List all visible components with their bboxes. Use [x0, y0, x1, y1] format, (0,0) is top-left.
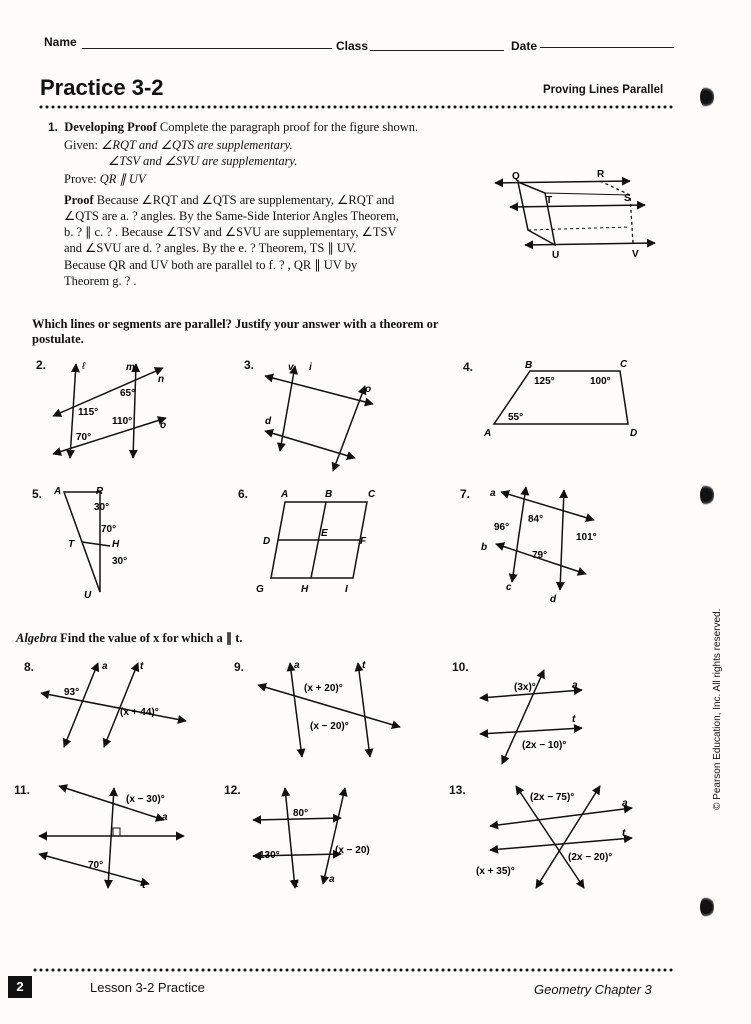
- svg-text:(x − 20)°: (x − 20)°: [310, 721, 349, 732]
- problem7-figure: [476, 482, 606, 607]
- svg-text:(x + 20)°: (x + 20)°: [304, 683, 343, 694]
- svg-text:a: a: [622, 798, 628, 809]
- svg-text:(x − 20): (x − 20): [335, 845, 370, 856]
- svg-text:F: F: [360, 536, 367, 547]
- copyright-notice: © Pearson Education, Inc. All rights reserved.: [712, 608, 723, 810]
- problem8-number: 8.: [24, 660, 35, 674]
- svg-text:(2x − 20)°: (2x − 20)°: [568, 852, 613, 863]
- svg-text:o: o: [160, 420, 167, 431]
- svg-text:B: B: [325, 489, 333, 500]
- problem3-number: 3.: [244, 358, 255, 372]
- problem3-figure: [255, 356, 380, 476]
- svg-text:A: A: [484, 428, 492, 439]
- date-label: Date: [511, 39, 538, 53]
- problem13-figure: [472, 778, 642, 893]
- svg-text:v: v: [288, 362, 294, 373]
- svg-text:t: t: [622, 828, 626, 839]
- problem6-number: 6.: [238, 487, 249, 501]
- svg-text:G: G: [256, 584, 264, 595]
- label-r: R: [597, 169, 605, 180]
- svg-text:o: o: [365, 384, 372, 395]
- svg-text:A: A: [54, 486, 62, 497]
- svg-text:55°: 55°: [508, 412, 524, 423]
- problem4-figure: [480, 356, 655, 446]
- svg-text:R: R: [96, 486, 104, 497]
- given-line-2: ∠TSV and ∠SVU are supplementary.: [108, 154, 298, 168]
- svg-text:(2x − 10)°: (2x − 10)°: [522, 740, 567, 751]
- svg-text:I: I: [345, 584, 348, 595]
- footer-divider: [32, 968, 674, 972]
- label-s: S: [624, 193, 631, 204]
- svg-text:125°: 125°: [534, 376, 555, 387]
- proof-line-1: Proof Because ∠RQT and ∠QTS are supplementary, ∠RQT and: [64, 193, 395, 207]
- problem1-title: Developing Proof: [64, 120, 157, 134]
- problem10-number: 10.: [452, 660, 469, 674]
- problem5-figure: [48, 480, 158, 605]
- svg-text:70°: 70°: [76, 432, 92, 443]
- problem5-number: 5.: [32, 487, 43, 501]
- svg-text:i: i: [309, 362, 312, 373]
- class-line: [370, 50, 504, 51]
- proof-line-2: ∠QTS are a. ? angles. By the Same-Side Interior Angles Theorem,: [64, 209, 399, 223]
- problem6-figure: [255, 482, 385, 597]
- svg-text:m: m: [126, 362, 135, 373]
- proof-line-4: and ∠SVU are d. ? angles. By the e. ? Theorem, TS ∥ UV.: [64, 241, 357, 255]
- svg-text:U: U: [84, 590, 92, 601]
- section2-heading-2: postulate.: [32, 332, 84, 346]
- svg-text:B: B: [525, 360, 533, 371]
- svg-text:C: C: [620, 359, 628, 370]
- svg-text:65°: 65°: [120, 388, 136, 399]
- svg-text:a: a: [294, 660, 300, 671]
- problem11-number: 11.: [14, 783, 31, 797]
- page-title: Practice 3-2: [40, 75, 164, 100]
- problem9-number: 9.: [234, 660, 245, 674]
- svg-text:(3x)°: (3x)°: [514, 682, 536, 693]
- svg-text:93°: 93°: [64, 687, 80, 698]
- problem10-figure: [472, 660, 602, 770]
- binder-hole-top: [700, 86, 714, 108]
- problem1-heading: [48, 120, 418, 136]
- problem7-number: 7.: [460, 487, 471, 501]
- svg-text:a: a: [572, 680, 578, 691]
- proof-line-5: Because QR and UV both are parallel to f. ? , QR ∥ UV by: [64, 258, 358, 272]
- footer-book: Geometry Chapter 3: [534, 982, 652, 997]
- problem11-figure: [34, 778, 199, 893]
- svg-text:E: E: [321, 528, 328, 539]
- label-q: Q: [512, 171, 520, 182]
- binder-hole-bottom: [700, 896, 714, 918]
- svg-text:t: t: [295, 879, 299, 890]
- svg-text:d: d: [265, 416, 272, 427]
- date-line: [540, 47, 674, 48]
- class-label: Class: [336, 39, 369, 53]
- page-subtitle: Proving Lines Parallel: [543, 84, 664, 96]
- proof-line-3: b. ? ∥ c. ? . Because ∠TSV and ∠SVU are supplementary, ∠TSV: [64, 225, 397, 239]
- page-number: 2: [8, 976, 32, 998]
- footer-lesson: Lesson 3-2 Practice: [90, 980, 205, 995]
- label-u: U: [552, 250, 560, 261]
- proof-line-6: Theorem g. ? .: [64, 274, 137, 288]
- svg-text:t: t: [362, 660, 366, 671]
- svg-text:a: a: [102, 661, 108, 672]
- problem2-figure: [48, 356, 173, 466]
- svg-text:ℓ: ℓ: [82, 361, 86, 372]
- svg-text:t: t: [142, 880, 146, 891]
- prism-figure: [490, 165, 660, 265]
- name-label: Name: [44, 35, 77, 49]
- svg-text:n: n: [158, 374, 165, 385]
- svg-text:a: a: [329, 874, 335, 885]
- svg-text:C: C: [368, 489, 376, 500]
- section2-heading-1: Which lines or segments are parallel? Justify your answer with a theorem or: [32, 317, 439, 331]
- svg-text:t: t: [572, 714, 576, 725]
- svg-text:70°: 70°: [88, 860, 104, 871]
- svg-text:96°: 96°: [494, 522, 510, 533]
- given-line-1: Given: ∠RQT and ∠QTS are supplementary.: [64, 138, 293, 152]
- label-v: V: [632, 249, 639, 260]
- problem13-number: 13.: [449, 783, 466, 797]
- binder-hole-middle: [700, 484, 714, 506]
- svg-text:115°: 115°: [78, 407, 99, 418]
- svg-text:30°: 30°: [94, 502, 110, 513]
- problem1-number: 1.: [48, 120, 59, 134]
- svg-text:T: T: [68, 539, 75, 550]
- svg-text:70°: 70°: [101, 524, 117, 535]
- svg-text:79°: 79°: [532, 550, 548, 561]
- svg-text:(x + 44)°: (x + 44)°: [120, 707, 159, 718]
- svg-text:b: b: [481, 542, 488, 553]
- svg-text:80°: 80°: [293, 808, 309, 819]
- svg-text:A: A: [281, 489, 289, 500]
- svg-text:a: a: [490, 488, 496, 499]
- problem1-intro: Complete the paragraph proof for the figure shown.: [159, 120, 419, 134]
- svg-text:a: a: [162, 812, 168, 823]
- svg-text:110°: 110°: [112, 416, 133, 427]
- svg-text:D: D: [630, 428, 638, 439]
- problem12-figure: [245, 780, 395, 895]
- problem8-figure: [36, 655, 201, 755]
- prove-line: Prove: QR ∥ UV: [64, 172, 146, 186]
- svg-text:(2x − 75)°: (2x − 75)°: [530, 792, 575, 803]
- section3-heading: Algebra Find the value of x for which a ∥ t.: [16, 631, 243, 645]
- svg-text:t: t: [140, 661, 144, 672]
- svg-text:30°: 30°: [112, 556, 128, 567]
- problem4-number: 4.: [463, 360, 474, 374]
- svg-text:100°: 100°: [590, 376, 611, 387]
- svg-text:d: d: [550, 594, 557, 605]
- name-line: [82, 48, 332, 49]
- svg-text:(x − 30)°: (x − 30)°: [126, 794, 165, 805]
- svg-text:84°: 84°: [528, 514, 544, 525]
- svg-text:H: H: [301, 584, 309, 595]
- svg-text:c: c: [506, 582, 512, 593]
- svg-text:130°: 130°: [259, 850, 280, 861]
- svg-text:H: H: [112, 539, 120, 550]
- title-divider: [38, 105, 674, 109]
- svg-text:(x + 35)°: (x + 35)°: [476, 866, 515, 877]
- problem9-figure: [250, 655, 410, 765]
- problem12-number: 12.: [224, 783, 241, 797]
- svg-text:D: D: [263, 536, 271, 547]
- svg-text:101°: 101°: [576, 532, 597, 543]
- problem2-number: 2.: [36, 358, 47, 372]
- label-t: T: [546, 195, 553, 206]
